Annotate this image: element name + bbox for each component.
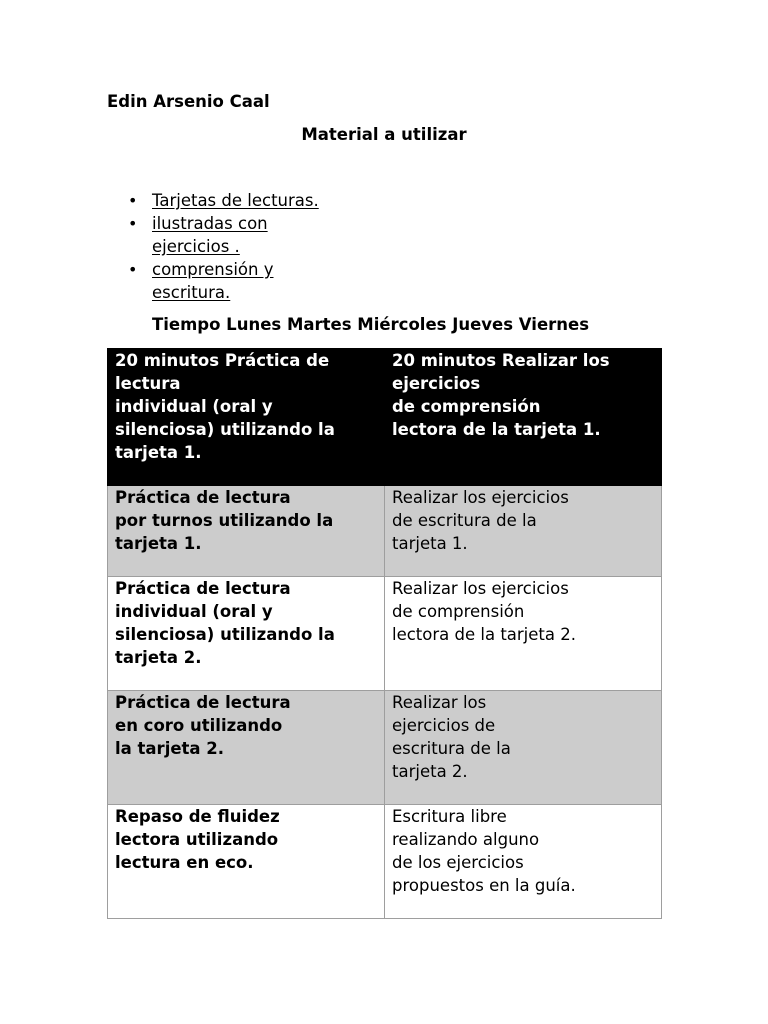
materials-item-text: ilustradas con ejercicios . <box>152 214 268 256</box>
table-row <box>108 577 662 691</box>
table-row <box>108 486 662 577</box>
materials-list-item <box>128 258 328 304</box>
table-cell-exercise: Realizar los ejercicios de escritura de la tarjeta 1. <box>385 486 662 577</box>
schedule-table <box>107 348 662 919</box>
table-cell-exercise: Realizar los ejercicios de escritura de la tarjeta 2. <box>385 691 662 805</box>
table-cell-activity: Práctica de lectura por turnos utilizando la tarjeta 1. <box>108 486 385 577</box>
bullet-icon: • <box>128 214 138 233</box>
table-cell-activity: Práctica de lectura en coro utilizando la tarjeta 2. <box>108 691 385 805</box>
table-cell-activity: Repaso de fluidez lectora utilizando lectura en eco. <box>108 805 385 919</box>
schedule-header: Tiempo Lunes Martes Miércoles Jueves Viernes <box>152 315 590 334</box>
materials-list-item <box>128 212 328 258</box>
materials-item-text: comprensión y escritura. <box>152 260 274 302</box>
bullet-icon: • <box>128 260 138 279</box>
materials-item-text: Tarjetas de lecturas. <box>152 191 319 210</box>
author-name: Edin Arsenio Caal <box>107 92 270 111</box>
table-cell-activity: Práctica de lectura individual (oral y silenciosa) utilizando la tarjeta 2. <box>108 577 385 691</box>
table-cell-activity: 20 minutos Práctica de lectura individual (oral y silenciosa) utilizando la tarjeta 1. <box>108 349 385 486</box>
table-cell-exercise: Escritura libre realizando alguno de los ejercicios propuestos en la guía. <box>385 805 662 919</box>
materials-list-item <box>128 189 328 212</box>
table-cell-exercise: Realizar los ejercicios de comprensión lectora de la tarjeta 2. <box>385 577 662 691</box>
table-row <box>108 349 662 486</box>
table-cell-exercise: 20 minutos Realizar los ejercicios de comprensión lectora de la tarjeta 1. <box>385 349 662 486</box>
bullet-icon: • <box>128 191 138 210</box>
table-row <box>108 691 662 805</box>
document-title: Material a utilizar <box>301 125 467 144</box>
materials-list <box>128 189 328 304</box>
table-row <box>108 805 662 919</box>
